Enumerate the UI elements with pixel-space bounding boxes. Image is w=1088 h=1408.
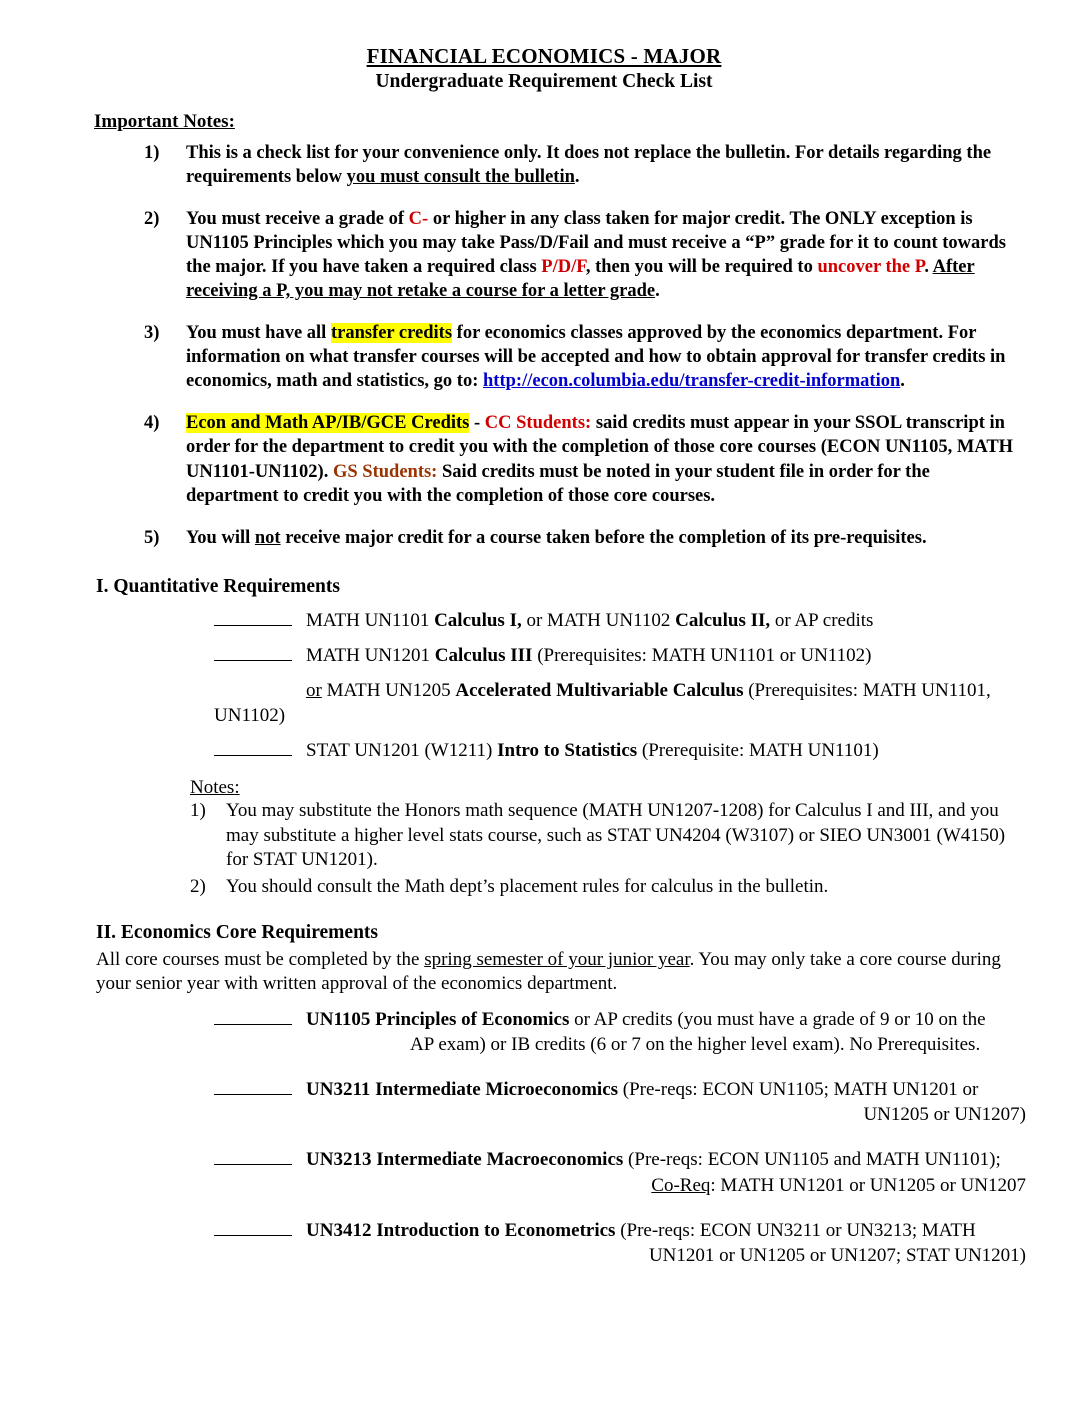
transfer-credit-link[interactable]: http://econ.columbia.edu/transfer-credit-information: [483, 371, 901, 392]
note-text-end: Said credits must be noted in your student file in order for the department to credit you with the completion of those core courses.: [186, 461, 930, 506]
ap-ib-gce-highlight: Econ and Math AP/IB/GCE Credits: [186, 413, 470, 434]
note-text-part: or higher in any class taken for major credit. The ONLY exception is UN1105 Principles which you may take Pass/D/Fail and must receive a “P” grade for it to count towards the major. If you have taken a required class: [186, 209, 1006, 278]
quantitative-notes-list: [190, 799, 1026, 900]
grade-c-minus: C-: [408, 209, 429, 230]
quantitative-requirements-list: [62, 608, 1026, 763]
note-number: 1): [144, 143, 160, 163]
pdf-label: P/D/F: [541, 257, 586, 278]
uncover-p-label: uncover the P: [817, 257, 925, 278]
note-text-part: , then you will be required to: [585, 257, 818, 278]
note-text-end: .: [655, 281, 660, 302]
requirement-row: [62, 738, 1026, 763]
coreq-label: Co-Req: [651, 1174, 711, 1196]
requirement-row: [62, 1147, 1026, 1197]
note-text-part: .: [924, 257, 933, 278]
course-name: Calculus I,: [434, 609, 522, 631]
note-item-4: [124, 411, 1026, 507]
course-note: or AP credits (you must have a grade of 9 or 10 on the: [569, 1009, 986, 1031]
note-number: 4): [144, 413, 160, 434]
course-code: MATH UN1205: [321, 679, 456, 701]
course-prereq: (Prerequisites: MATH UN1101 or UN1102): [532, 644, 872, 666]
note-number: 3): [144, 323, 160, 344]
cc-students-label: CC Students:: [484, 413, 592, 434]
course-name: Intro to Statistics: [497, 739, 638, 761]
note-text-part: This is a check list for your convenience only. It does not replace the bulletin. For details regarding the requirements below: [186, 143, 992, 188]
note-item-2: [124, 207, 1026, 303]
note-text-part: -: [469, 413, 485, 434]
course-name: Accelerated Multivariable Calculus: [455, 679, 744, 701]
checkbox-blank-line[interactable]: [214, 608, 292, 626]
course-name: Calculus III: [434, 644, 533, 666]
note-item-5: [124, 526, 1026, 550]
note-number: 1): [190, 800, 206, 822]
page-title: FINANCIAL ECONOMICS - MAJOR: [366, 44, 722, 68]
title-block: [62, 44, 1026, 93]
note-text: You should consult the Math dept’s placement rules for calculus in the bulletin.: [226, 876, 829, 898]
important-notes-heading: Important Notes:: [94, 111, 235, 132]
note-text-end: .: [900, 371, 905, 392]
course-prereq-continued: UN1205 or UN1207): [863, 1104, 1026, 1126]
requirement-text: [306, 608, 1026, 633]
note-item-3: [124, 321, 1026, 393]
course-prereq-continued: UN1201 or UN1205 or UN1207; STAT UN1201): [648, 1244, 1026, 1266]
core-intro-part: All core courses must be completed by the: [96, 948, 425, 970]
course-code: MATH UN1101: [306, 609, 435, 631]
requirement-text: [306, 1007, 1026, 1057]
or-label: or: [306, 679, 322, 701]
requirement-text: [306, 1218, 1026, 1268]
course-code-alt: or MATH UN1102: [521, 609, 676, 631]
course-prereq: (Prerequisites: MATH UN1101, UN1102): [214, 679, 991, 726]
course-name: UN3213 Intermediate Macroeconomics: [306, 1149, 624, 1171]
notes-colon: :: [234, 777, 240, 799]
note-text-end: .: [574, 167, 580, 188]
note-text: You may substitute the Honors math sequence (MATH UN1207-1208) for Calculus I and III, and you may substitute a higher level stats course, such as STAT UN4204 (W3107) or SIEO UN3001 (W4150) for STAT UN1201).: [226, 800, 1006, 871]
requirement-text: [306, 643, 1026, 668]
note-text-part: said credits must appear in your SSOL transcript in order for the department to credit you with the completion of those core courses (ECON UN1105, MATH UN1101-UN1102).: [186, 413, 1014, 482]
quantitative-note-item: [190, 799, 1026, 873]
requirement-alternative-line: [62, 678, 1026, 728]
course-name: UN3412 Introduction to Econometrics: [306, 1219, 616, 1241]
requirement-row: [62, 1077, 1026, 1127]
note-number: 5): [144, 527, 160, 548]
core-intro-underline: spring semester of your junior year: [424, 948, 690, 970]
note-number: 2): [190, 876, 206, 898]
checkbox-blank-line[interactable]: [214, 1218, 292, 1236]
course-coreq-line: [306, 1173, 1026, 1198]
checkbox-blank-line[interactable]: [214, 1077, 292, 1095]
requirement-text: [306, 738, 1026, 763]
note-text-underline: you must consult the bulletin: [346, 167, 575, 188]
course-note: or AP credits: [770, 609, 874, 631]
note-text-part: for economics classes approved by the economics department. For information on what transfer courses will be accepted and how to obtain approval for transfer credits in economics, math and statistics, go to:: [186, 323, 1006, 392]
requirement-row: [62, 608, 1026, 633]
transfer-credits-highlight: transfer credits: [330, 323, 453, 344]
core-intro-end: . You may only take a core course during your senior year with written approval of the economics department.: [96, 948, 1001, 995]
note-text-part: You must have all: [186, 323, 331, 344]
core-intro-paragraph: [96, 948, 1026, 997]
course-note-continued: AP exam) or IB credits (6 or 7 on the higher level exam). No Prerequisites.: [410, 1034, 981, 1056]
coreq-text: : MATH UN1201 or UN1205 or UN1207: [710, 1174, 1026, 1196]
section-heading-core: II. Economics Core Requirements: [96, 921, 379, 943]
checkbox-blank-line[interactable]: [214, 1147, 292, 1165]
quantitative-note-item: [190, 875, 1026, 900]
note-text-part: You must receive a grade of: [186, 209, 409, 230]
course-code: STAT UN1201 (W1211): [306, 739, 498, 761]
requirement-row: [62, 1007, 1026, 1057]
note-text-part: You will: [186, 527, 255, 548]
checkbox-blank-line[interactable]: [214, 1007, 292, 1025]
section-heading-quantitative: I. Quantitative Requirements: [96, 575, 340, 597]
notes-label: Notes: [190, 777, 235, 799]
requirement-text: [306, 1147, 1026, 1197]
note-number: 2): [144, 209, 160, 230]
note-text-underline: not: [254, 527, 281, 548]
note-text-underline: After receiving a P, you may not retake a course for a letter grade: [186, 257, 975, 302]
course-prereq: (Pre-reqs: ECON UN1105; MATH UN1201 or: [618, 1079, 979, 1101]
course-name-alt: Calculus II,: [675, 609, 771, 631]
requirement-row: [62, 1218, 1026, 1268]
gs-students-label: GS Students:: [332, 461, 438, 482]
course-prereq: (Pre-reqs: ECON UN3211 or UN3213; MATH: [615, 1219, 976, 1241]
checkbox-blank-line[interactable]: [214, 643, 292, 661]
note-text-end: receive major credit for a course taken before the completion of its pre-requisites.: [280, 527, 927, 548]
checkbox-blank-line[interactable]: [214, 738, 292, 756]
course-name: UN1105 Principles of Economics: [306, 1009, 570, 1031]
page-subtitle: Undergraduate Requirement Check List: [375, 71, 713, 92]
course-code: MATH UN1201: [306, 644, 435, 666]
requirement-row: [62, 643, 1026, 668]
course-prereq: (Pre-reqs: ECON UN1105 and MATH UN1101);: [623, 1149, 1001, 1171]
core-requirements-list: [62, 1007, 1026, 1268]
note-item-1: [124, 141, 1026, 189]
requirement-text: [306, 1077, 1026, 1127]
course-prereq: (Prerequisite: MATH UN1101): [637, 739, 879, 761]
quantitative-notes-heading: [190, 777, 1026, 799]
course-name: UN3211 Intermediate Microeconomics: [306, 1079, 619, 1101]
important-notes-list: [62, 141, 1026, 550]
